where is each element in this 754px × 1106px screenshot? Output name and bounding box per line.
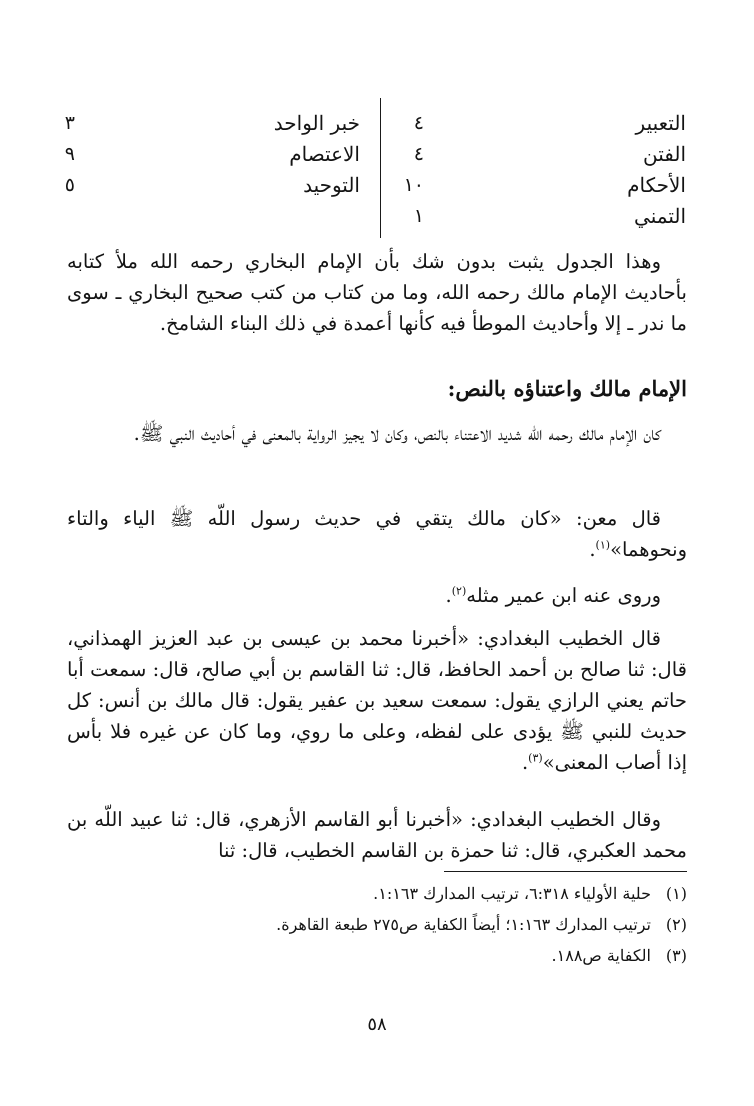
footnote-number: (٣) [665, 946, 687, 965]
paragraph-text: وقال الخطيب البغدادي: «أخبرنا أبو القاسم الأزهري، قال: ثنا عبيد اللّه بن محمد العكبري، قال: ثنا حمزة بن القاسم الخطيب، قال: ثنا [67, 808, 687, 862]
body-paragraph-1 [67, 418, 687, 449]
chapter-name: الفتن [642, 142, 686, 166]
chapter-count: ٤ [413, 112, 424, 134]
footnote-ref: (١) [595, 538, 611, 552]
footnote-number: (٢) [665, 915, 687, 934]
paragraph-text: وروى عنه ابن عمير مثله [466, 584, 661, 607]
chapter-count: ٤ [413, 143, 424, 165]
paragraph-text: قال الخطيب البغدادي: «أخبرنا محمد بن عيسى بن عبد العزيز الهمذاني، قال: ثنا صالح بن أحمد الحافظ، قال: ثنا القاسم بن أبي صالح، قال: سمعت أبا حاتم يعني الرازي يقول: سمعت سعيد بن عفير يقول: قال مالك بن أنس: كل حديث للنبي ﷺ يؤدى على لفظه، وعلى ما روي، وما كان عن غيره فلا بأس إذا أصاب المعنى» [67, 627, 687, 774]
footnote-2 [67, 913, 687, 937]
footnote-3 [67, 944, 687, 968]
footnote-ref: (٢) [451, 584, 467, 598]
footnote-separator [444, 871, 687, 872]
chapter-name: الأحكام [627, 173, 686, 197]
chapters-table [60, 108, 686, 238]
table-left-column [60, 108, 360, 201]
footnote-text: الكفاية ص١٨٨. [551, 946, 651, 965]
section-heading: الإمام مالك واعتناؤه بالنص: [447, 376, 687, 401]
body-paragraph-2 [67, 503, 687, 565]
body-paragraph-5 [67, 804, 687, 866]
chapter-count: ١٠ [403, 174, 424, 196]
chapter-name: التمني [634, 204, 686, 228]
table-row [386, 108, 686, 139]
table-row [386, 139, 686, 170]
chapter-count: ١ [413, 205, 424, 227]
summary-text: وهذا الجدول يثبت بدون شك بأن الإمام البخاري رحمه الله ملأ كتابه بأحاديث الإمام مالك رحمه الله، وما من كتاب من كتب صحيح البخاري ـ سوى ما ندر ـ إلا وأحاديث الموطأ فيه كأنها أعمدة في ذلك البناء الشامخ. [67, 250, 687, 335]
footnote-ref: (٣) [528, 751, 543, 765]
chapter-name: الاعتصام [289, 142, 360, 166]
paragraph-end: . [521, 751, 529, 774]
summary-paragraph [67, 246, 687, 339]
table-row [60, 108, 360, 139]
paragraph-text: قال معن: «كان مالك يتقي في حديث رسول اللّه ﷺ الياء والتاء ونحوهما» [67, 507, 687, 561]
paragraph-end: . [589, 538, 596, 561]
footnote-text: ترتيب المدارك ١:١٦٣؛ أيضاً الكفاية ص٢٧٥ طبعة القاهرة. [276, 915, 651, 934]
chapter-count: ٥ [64, 174, 75, 196]
footnote-number: (١) [665, 884, 687, 903]
table-row [386, 170, 686, 201]
chapter-count: ٩ [64, 143, 75, 165]
chapter-name: التعبير [635, 111, 686, 135]
table-row [386, 201, 686, 232]
table-row [60, 170, 360, 201]
body-paragraph-3 [67, 580, 687, 611]
body-paragraph-4 [67, 623, 687, 778]
page-number: ٥٨ [367, 1014, 387, 1035]
footnote-text: حلية الأولياء ٦:٣١٨، ترتيب المدارك ١:١٦٣. [373, 884, 651, 903]
table-right-column [386, 108, 686, 232]
table-row [60, 139, 360, 170]
footnote-1 [67, 882, 687, 906]
chapter-count: ٣ [64, 112, 75, 134]
table-divider [380, 98, 381, 238]
chapter-name: خبر الواحد [273, 111, 360, 135]
paragraph-end: . [445, 584, 452, 607]
paragraph-text: كان الإمام مالك رحمه اللّه شديد الاعتناء بالنص، وكان لا يجيز الرواية بالمعنى في أحاديث النبي ﷺ. [133, 422, 661, 445]
chapter-name: التوحيد [303, 173, 360, 197]
